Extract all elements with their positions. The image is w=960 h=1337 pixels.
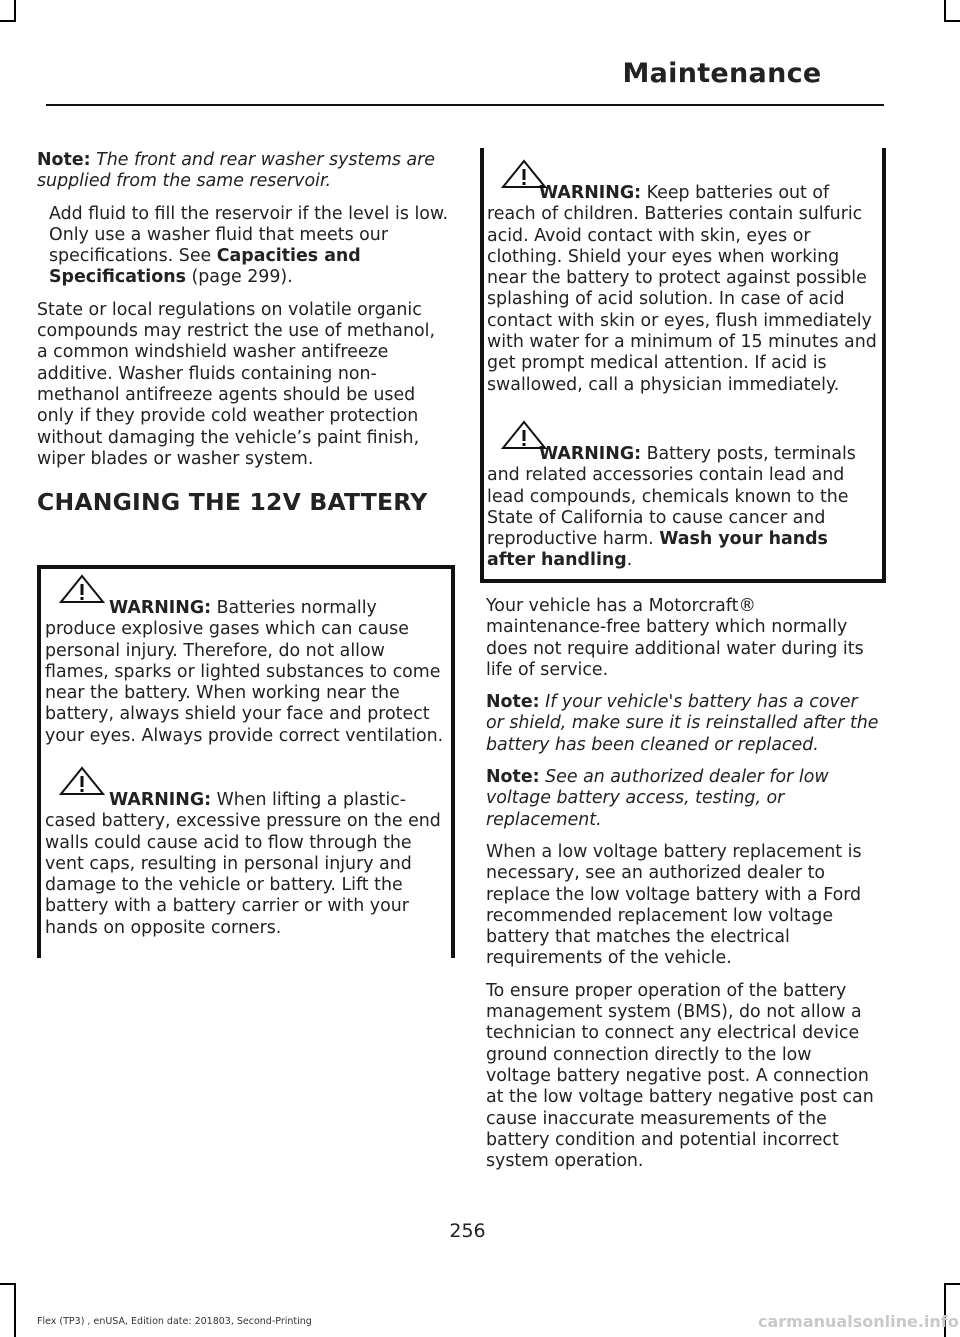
warning-lifting-battery: WARNING: When lifting a plastic-cased battery, excessive pressure on the end walls could cause acid to flow through the vent caps, resulting in personal injury and damage to the vehicle or battery. Lift the battery with a battery carrier or with your hands on opposite corners.: [45, 790, 449, 939]
note-dealer: Note: See an authorized dealer for low voltage battery access, testing, or replacement.: [486, 767, 829, 830]
crop-mark-bottom-left: [14, 1283, 16, 1337]
paragraph-motorcraft: Your vehicle has a Motorcraft® maintenance-free battery which normally does not require additional water during its life of service.: [486, 596, 864, 680]
warning-triangle-icon: [59, 766, 105, 796]
watermark: carmanualsonline.info: [758, 1312, 959, 1331]
crop-mark-top-left-h: [0, 20, 16, 22]
crop-mark-bottom-right-h: [944, 1283, 960, 1285]
warning-triangle-icon: [501, 420, 547, 450]
note-washer: Note: The front and rear washer systems are supplied from the same reservoir.: [37, 150, 435, 192]
crop-mark-top-left: [14, 0, 16, 22]
right-column: [486, 596, 880, 1183]
crop-mark-bottom-left-h: [0, 1283, 16, 1285]
header-rule: [46, 104, 884, 106]
section-heading: CHANGING THE 12V BATTERY: [37, 488, 428, 517]
note-cover: Note: If your vehicle's battery has a cover or shield, make sure it is reinstalled after the battery has been cleaned or replaced.: [486, 692, 879, 755]
footer-edition: Flex (TP3) , enUSA, Edition date: 201803, Second-Printing: [37, 1316, 312, 1327]
warning-lead: WARNING: Battery posts, terminals and related accessories contain lead and lead compounds, chemicals known to the State of California to cause cancer and reproductive harm. Wash your hands after handling.: [487, 444, 879, 572]
paragraph-add-fluid: Add fluid to fill the reservoir if the level is low. Only use a washer fluid that meets our specifications. See Capacities and Specifications (page 299).: [49, 203, 449, 288]
warning-explosive-gases: WARNING: Batteries normally produce explosive gases which can cause personal injury. Therefore, do not allow flames, sparks or lighted substances to come near the battery. When working near the battery, always shield your face and protect your eyes. Always provide correct ventilation.: [45, 598, 449, 747]
crop-mark-top-right: [944, 0, 946, 22]
paragraph-regulations: State or local regulations on volatile organic compounds may restrict the use of methanol, a common windshield washer antifreeze additive. Washer fluids containing non-methanol antifreeze agents should be used only if they provide cold weather protection without damaging the vehicle’s paint finish, wiper blades or washer system.: [37, 299, 435, 469]
page-number: 256: [449, 1220, 486, 1242]
paragraph-bms: To ensure proper operation of the battery management system (BMS), do not allow a technician to connect any electrical device ground connection directly to the low voltage battery negative post. A connection at the low voltage battery negative post can cause inaccurate measurements of the battery condition and potential incorrect system operation.: [486, 980, 874, 1172]
capacities-link[interactable]: Capacities and Specifications: [49, 246, 361, 288]
paragraph-replacement: When a low voltage battery replacement is necessary, see an authorized dealer to replace the low voltage battery with a Ford recommended replacement low voltage battery that matches the electrical requirements of the vehicle.: [486, 841, 862, 969]
left-column: [37, 150, 449, 517]
warning-triangle-icon: [501, 159, 547, 189]
warning-children: WARNING: Keep batteries out of reach of children. Batteries contain sulfuric acid. Avoid contact with skin, eyes or clothing. Shield your eyes when working near the battery to protect against possible splashing of acid solution. In case of acid contact with skin or eyes, flush immediately with water for a minimum of 15 minutes and get prompt medical attention. If acid is swallowed, call a physician immediately.: [487, 183, 879, 396]
warning-triangle-icon: [59, 574, 105, 604]
crop-mark-top-right-h: [944, 20, 960, 22]
page-title: Maintenance: [622, 58, 822, 89]
